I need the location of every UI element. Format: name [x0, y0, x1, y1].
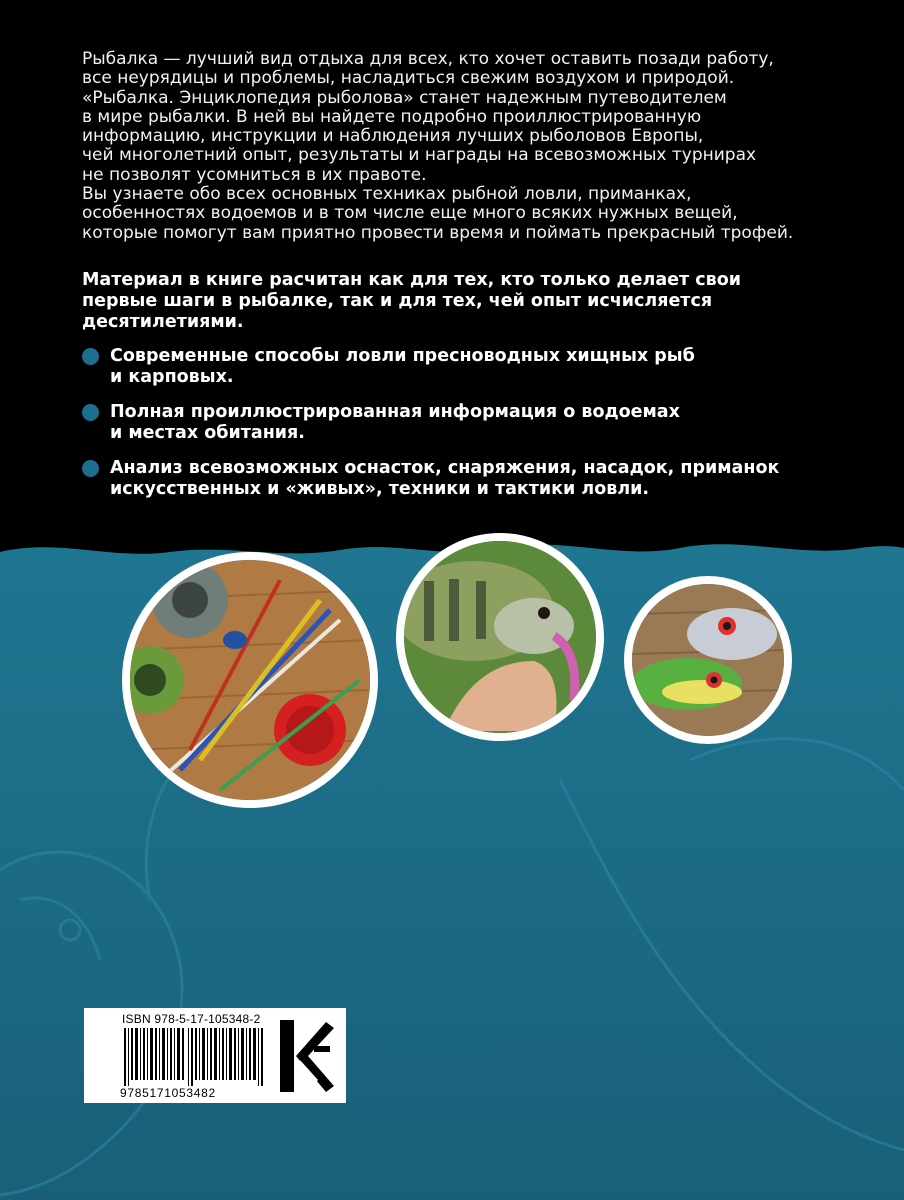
wobbler-lures-photo — [624, 576, 792, 744]
intro-line: которые помогут вам приятно провести время и поймать прекрасный трофей. — [82, 222, 794, 243]
intro-line: информацию, инструкции и наблюдения лучших рыболовов Европы, — [82, 126, 704, 147]
intro-line: Вы узнаете обо всех основных техниках рыбной ловли, приманках, — [82, 184, 692, 205]
fishing-tackle-photo — [122, 552, 378, 808]
perch-with-lure-photo — [396, 533, 604, 741]
intro-line: чей многолетний опыт, результаты и награды на всевозможных турнирах — [82, 145, 757, 166]
barcode-panel — [84, 1008, 346, 1103]
intro-line: Рыбалка — лучший вид отдыха для всех, кто хочет оставить позади работу, — [82, 49, 774, 69]
isbn-text: ISBN 978-5-17-105348-2 — [122, 1012, 261, 1026]
feature-line: Полная проиллюстрированная информация о водоемах — [110, 402, 680, 422]
bold-line: первые шаги в рыбалке, так и для тех, чей опыт исчисляется — [82, 291, 713, 311]
bold-line: десятилетиями. — [82, 312, 244, 332]
feature-line: Современные способы ловли пресноводных хищных рыб — [110, 346, 695, 366]
intro-line: не позволят усомниться в их правоте. — [82, 164, 427, 185]
feature-line: Анализ всевозможных оснасток, снаряжения, насадок, приманок — [110, 458, 780, 478]
barcode-number: 9785171053482 — [120, 1086, 216, 1100]
intro-line: особенностях водоемов и в том числе еще много всяких нужных вещей, — [82, 203, 738, 224]
bold-line: Материал в книге расчитан как для тех, кто только делает свои — [82, 270, 741, 290]
feature-line: и карповых. — [110, 367, 234, 387]
barcode-icon — [124, 1028, 264, 1086]
feature-line: и местах обитания. — [110, 423, 305, 443]
intro-line: «Рыбалка. Энциклопедия рыболова» станет надежным путеводителем — [82, 87, 727, 108]
intro-line: все неурядицы и проблемы, насладиться свежим воздухом и природой. — [82, 68, 735, 89]
publisher-logo-icon — [274, 1016, 338, 1096]
feature-line: искусственных и «живых», техники и тактики ловли. — [110, 479, 650, 499]
intro-line: в мире рыбалки. В ней вы найдете подробно проиллюстрированную — [82, 106, 702, 127]
